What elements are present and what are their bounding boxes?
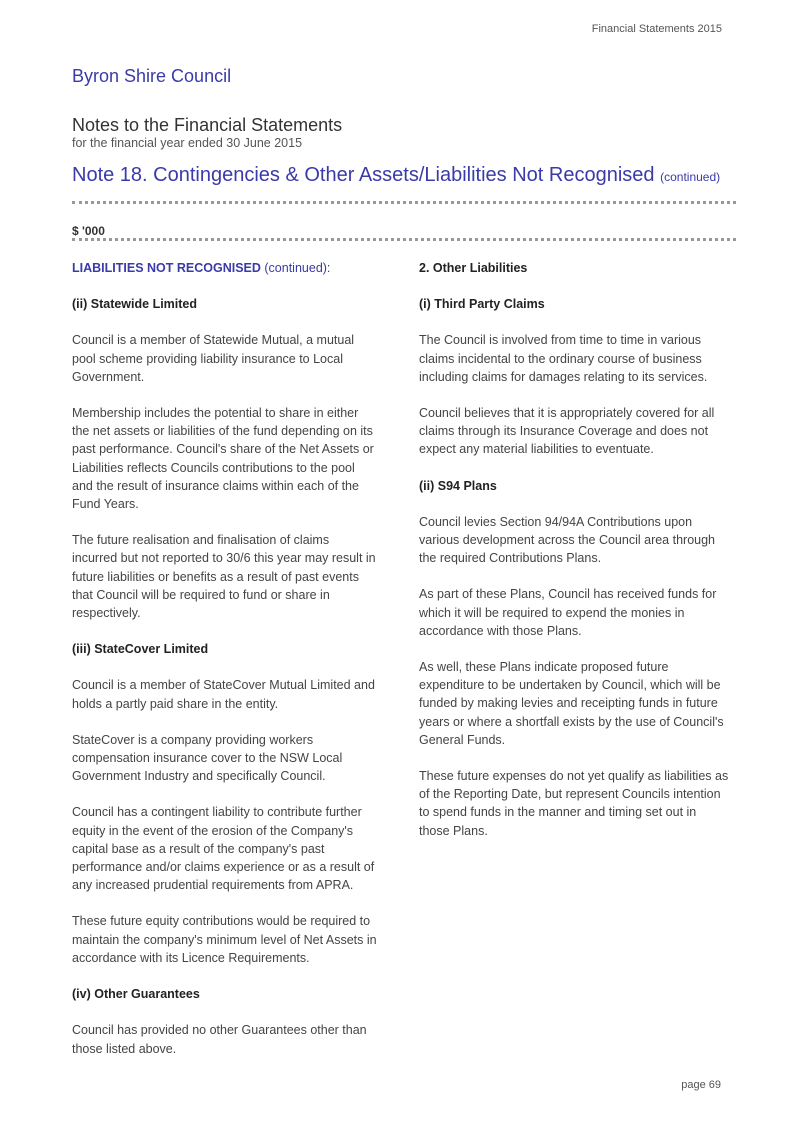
paragraph: Council has provided no other Guarantees other than those listed above. xyxy=(72,1023,367,1056)
paragraph: These future equity contributions would be required to maintain the company's minimum level of Net Assets in accordance with its Licence Requirements. xyxy=(72,914,377,965)
heading-statewide: (ii) Statewide Limited xyxy=(72,297,198,312)
paragraph: Council levies Section 94/94A Contributions upon various development across the Council area through the required Contributions Plans. xyxy=(419,514,716,566)
paragraph: Council is a member of Statewide Mutual, a mutual pool scheme providing liability insurance to Local Government. xyxy=(72,333,355,384)
notes-title: Notes to the Financial Statements xyxy=(72,115,343,135)
divider-top xyxy=(72,201,736,204)
paragraph: Council has a contingent liability to contribute further equity in the event of the erosion of the Company's capital base as a result of the company's past performance and/or claims experience or as a result of any increased prudential requirements from APRA. xyxy=(72,805,375,893)
section-title-text: LIABILITIES NOT RECOGNISED xyxy=(72,261,261,275)
paragraph: StateCover is a company providing workers compensation insurance cover to the NSW Local Government Industry and specifically Council. xyxy=(72,732,343,784)
heading-other-guarantees: (iv) Other Guarantees xyxy=(72,987,200,1002)
council-name: Byron Shire Council xyxy=(72,66,232,86)
paragraph: Council is a member of StateCover Mutual Limited and holds a partly paid share in the entity. xyxy=(72,678,375,711)
right-column xyxy=(419,259,729,858)
heading-other-liabilities: 2. Other Liabilities xyxy=(419,261,528,275)
paragraph: The future realisation and finalisation of claims incurred but not reported to 30/6 this year may result in future liabilities or benefits as a result of past events that Council will be required to fund or share in respectively. xyxy=(72,533,376,621)
document-label: Financial Statements 2015 xyxy=(591,23,722,35)
paragraph: Membership includes the potential to share in either the net assets or liabilities of the fund depending on its past performance. Council's share of the Net Assets or Liabilities reflects Councils contributions to the pool and the result of insurance claims within each of the Fund Years. xyxy=(72,406,374,512)
paragraph: These future expenses do not yet qualify as liabilities as of the Reporting Date, but represent Councils intention to spend funds in the manner and timing set out in those Plans. xyxy=(419,769,729,838)
note-continued-label: (continued) xyxy=(660,170,721,184)
note-heading-text: Note 18. Contingencies & Other Assets/Liabilities Not Recognised xyxy=(72,164,655,186)
paragraph: As well, these Plans indicate proposed future expenditure to be undertaken by Council, which will be funded by making levies and receipting funds in future years or where a shortfall exists by the use of Council's General Funds. xyxy=(419,660,724,747)
heading-statecover: (iii) StateCover Limited xyxy=(72,642,209,657)
heading-s94-plans: (ii) S94 Plans xyxy=(419,478,497,493)
note-heading xyxy=(72,164,720,187)
left-column xyxy=(72,259,377,1076)
period-subtitle: for the financial year ended 30 June 2015 xyxy=(72,136,303,150)
section-continued-label: (continued): xyxy=(264,261,331,275)
divider-units xyxy=(72,238,736,241)
paragraph: As part of these Plans, Council has received funds for which it will be required to expend the monies in accordance with those Plans. xyxy=(419,587,717,638)
units-label: $ '000 xyxy=(72,224,105,238)
paragraph: Council believes that it is appropriately covered for all claims through its Insurance Coverage and does not expect any material liabilities to eventuate. xyxy=(419,406,715,457)
heading-third-party-claims: (i) Third Party Claims xyxy=(419,297,545,312)
paragraph: The Council is involved from time to time in various claims incidental to the ordinary course of business including claims for damages relating to its services. xyxy=(419,333,708,384)
section-title xyxy=(72,259,377,277)
page-number: page 69 xyxy=(681,1079,721,1091)
